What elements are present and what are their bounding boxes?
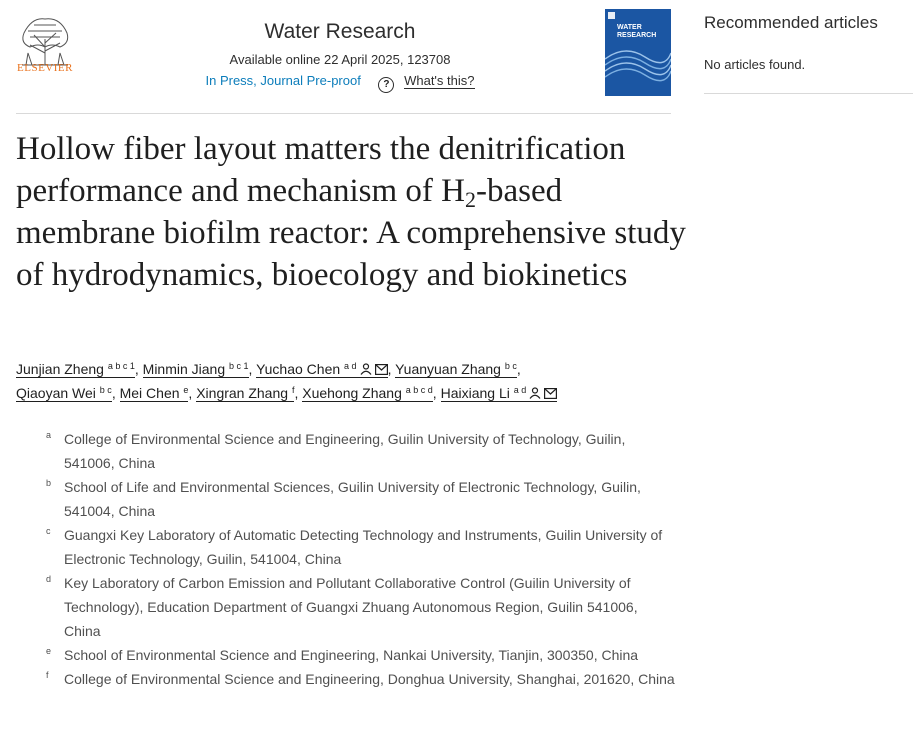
author-link[interactable]: Xingran Zhang $^f$ (196, 385, 295, 401)
affiliation-item: f College of Environmental Science and Engineering, Donghua University, Shanghai, 201620, China (46, 667, 676, 691)
cover-title-line1: WATER (617, 24, 642, 31)
author-link[interactable]: Minmin Jiang $^{b c 1}$ (142, 361, 249, 377)
article-status-row (160, 73, 520, 93)
envelope-icon (375, 364, 388, 375)
affiliation-mark: b (46, 478, 52, 488)
person-icon (360, 363, 372, 375)
person-icon (529, 387, 541, 399)
elsevier-wordmark: ELSEVIER (17, 62, 73, 74)
author-link[interactable]: Haixiang Li $^{a d}$ (441, 385, 558, 402)
affiliation-item: b School of Life and Environmental Sciences, Guilin University of Electronic Technology, Guilin, 541004, China (46, 475, 676, 523)
affiliation-mark: a (46, 430, 52, 440)
affiliation-item: e School of Environmental Science and Engineering, Nankai University, Tianjin, 300350, China (46, 643, 676, 667)
journal-title[interactable]: Water Research (264, 20, 416, 43)
journal-preproof-link[interactable]: In Press, Journal Pre-proof (205, 73, 361, 88)
affiliation-mark: f (46, 670, 49, 680)
recommended-articles-heading: Recommended articles (704, 13, 878, 32)
author-link[interactable]: Yuchao Chen $^{a d}$ (256, 361, 387, 378)
envelope-icon (544, 388, 557, 399)
affiliation-item: a College of Environmental Science and Engineering, Guilin University of Technology, Guilin, 541006, China (46, 427, 676, 475)
cover-title-line2: RESEARCH (617, 32, 657, 39)
affiliation-mark: c (46, 526, 51, 536)
affiliation-item: d Key Laboratory of Carbon Emission and Pollutant Collaborative Control (Guilin University of Technology), Education Department of Guangxi Zhuang Autonomous Region, Guilin 541006, China (46, 571, 676, 643)
help-circle-icon[interactable]: ? (378, 77, 394, 93)
author-link[interactable]: Mei Chen $^e$ (119, 385, 189, 401)
whats-this-link[interactable]: What's this? (404, 73, 475, 88)
affiliation-mark: e (46, 646, 52, 656)
header-divider (16, 113, 671, 114)
no-articles-message: No articles found. (704, 57, 806, 72)
author-link[interactable]: Yuanyuan Zhang $^{b c}$ (395, 361, 517, 377)
affiliation-item: c Guangxi Key Laboratory of Automatic Detecting Technology and Instruments, Guilin University of Electronic Technology, Guilin, 541004, China (46, 523, 676, 571)
author-link[interactable]: Xuehong Zhang $^{a b c d}$ (302, 385, 433, 401)
sidebar-divider (704, 93, 913, 94)
availability-info: Available online 22 April 2025, 123708 (229, 52, 451, 67)
author-link[interactable]: Qiaoyan Wei $^{b c}$ (16, 385, 112, 401)
affiliation-list (46, 427, 676, 691)
author-link[interactable]: Junjian Zheng $^{a b c 1}$ (16, 361, 135, 377)
article-title: Hollow fiber layout matters the denitrification performance and mechanism of $H_2$-based membrane biofilm reactor: A comprehensive study of hydrodynamics, bioecology and biokinetics (16, 131, 686, 293)
journal-cover-thumbnail[interactable] (605, 9, 671, 96)
cover-wave-art (605, 9, 671, 96)
affiliation-mark: d (46, 574, 52, 584)
author-list: Junjian Zheng $^{a b c 1}$, Minmin Jiang $^{b c 1}$, Yuchao Chen $^{a d}$ , Yuanyuan Zhang $^{b c}$, Qiaoyan Wei $^{b c}$, Mei Chen $^e$, Xingran Zhang $^f$, Xuehong Zhang $^{a b c d}$, Haixiang Li $^{a d}$ (16, 357, 676, 405)
